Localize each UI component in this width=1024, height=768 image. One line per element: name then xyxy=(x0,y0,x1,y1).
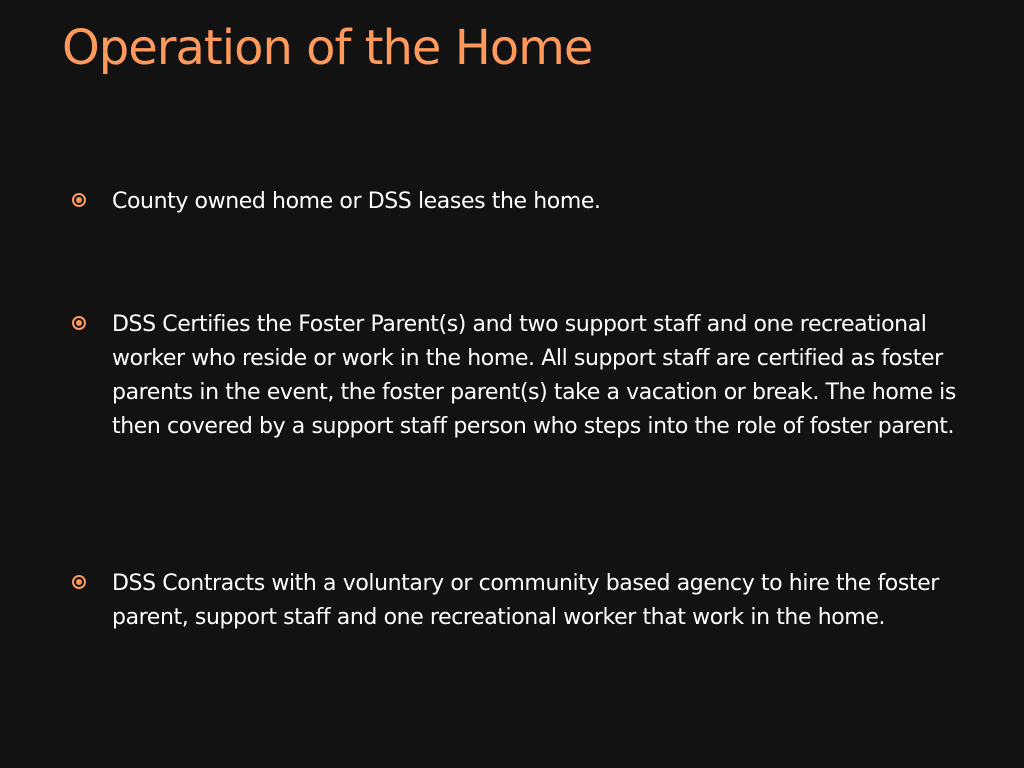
slide-title: Operation of the Home xyxy=(62,20,593,76)
circle-dot-bullet-icon xyxy=(72,575,86,589)
bullet-text: DSS Contracts with a voluntary or community based agency to hire the foster parent, support staff and one recreational worker that work in the home. xyxy=(112,571,939,630)
bullet-text: DSS Certifies the Foster Parent(s) and two support staff and one recreational worker who reside or work in the home. All support staff are certified as foster parents in the event, the foster parent(s) take a vacation or break. The home is then covered by a support staff person who steps into the role of foster parent. xyxy=(112,312,956,439)
circle-dot-bullet-icon xyxy=(72,193,86,207)
bullet-item xyxy=(72,185,972,219)
bullet-item xyxy=(72,308,972,444)
bullet-item xyxy=(72,567,972,635)
circle-dot-bullet-icon xyxy=(72,316,86,330)
bullet-text: County owned home or DSS leases the home. xyxy=(112,189,601,214)
